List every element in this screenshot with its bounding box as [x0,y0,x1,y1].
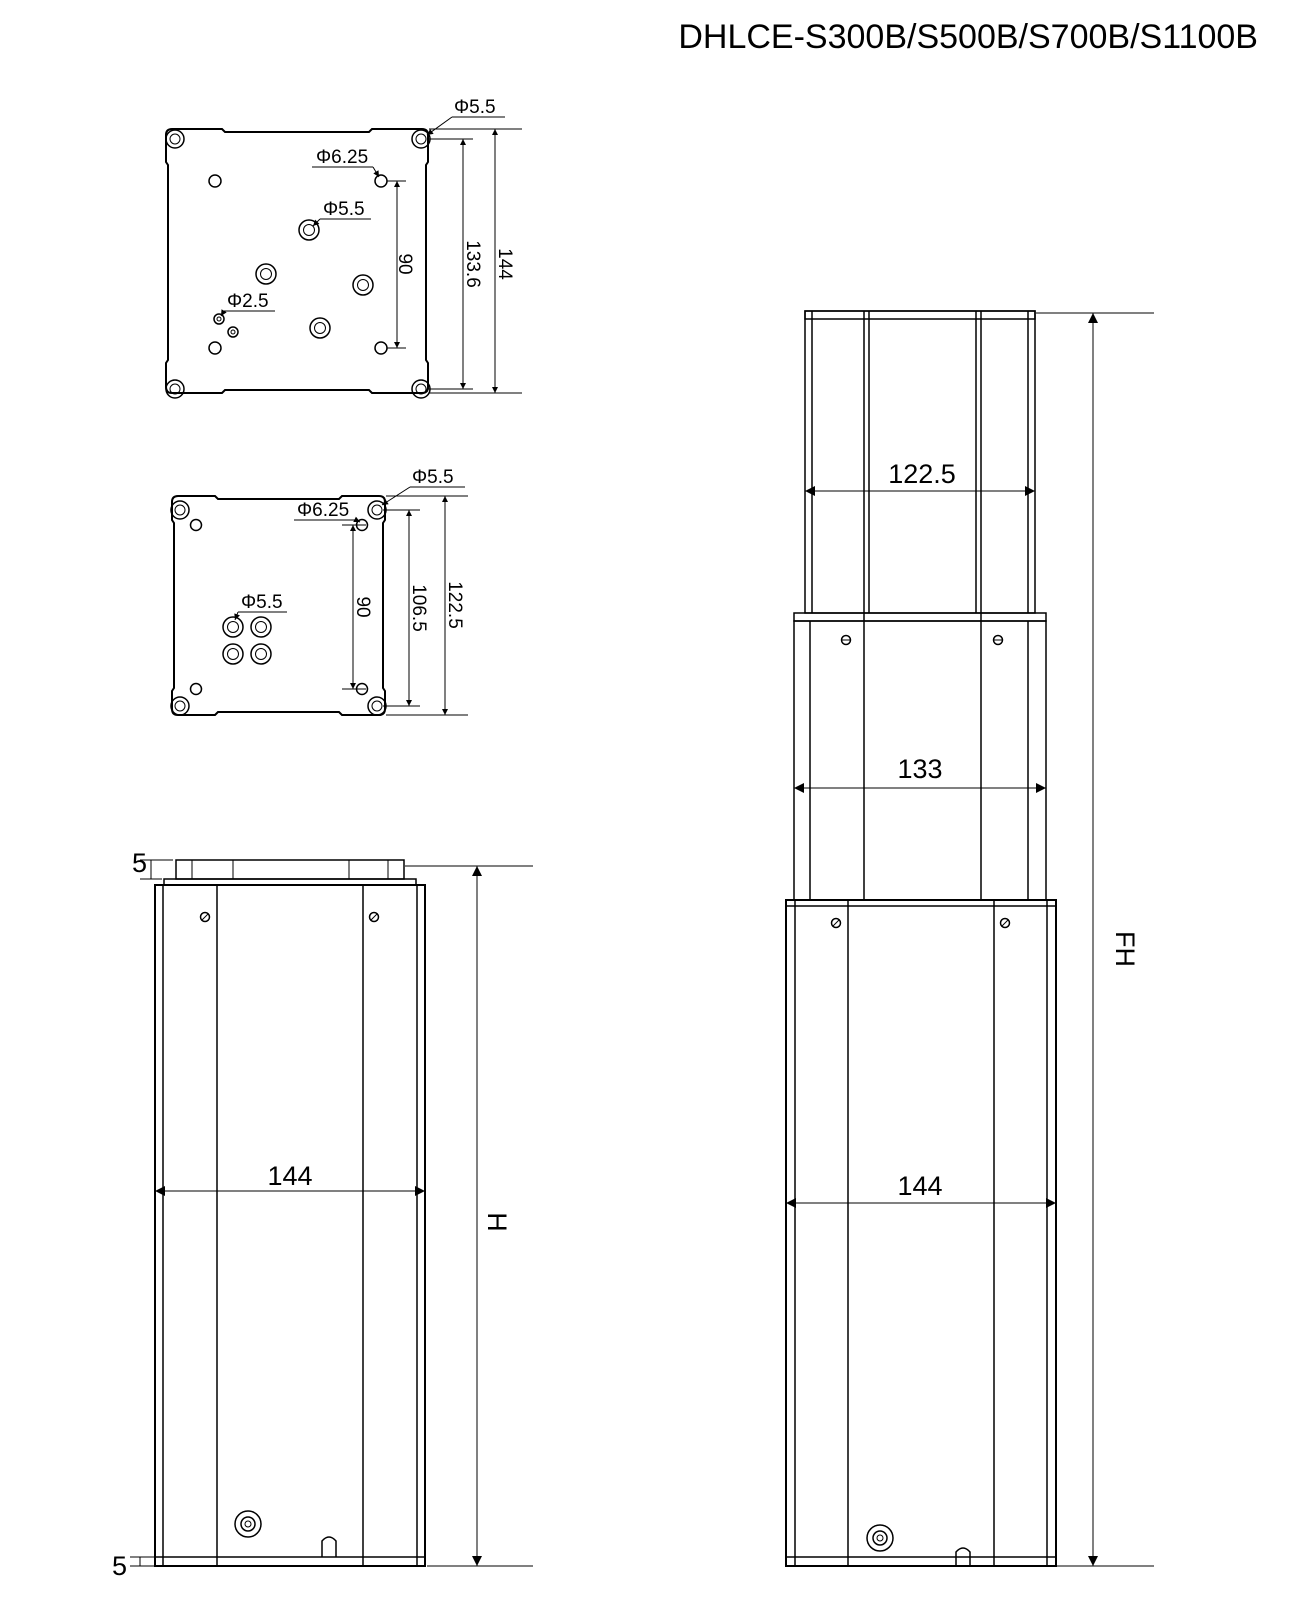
model-title: DHLCE-S300B/S500B/S700B/S1100B [678,18,1258,56]
dim-width-133: 133 [897,754,943,784]
cable-port [235,1511,261,1537]
screw [842,636,851,645]
dim-hole-spacing-90: 90 [394,253,415,275]
plain-hole [209,175,221,187]
counterbore-hole [256,264,276,284]
counterbore-hole [310,318,330,338]
dim-plate-144: 144 [494,248,515,280]
upper-hole-diameter-label: Φ6.25 [316,147,369,168]
screw [1001,919,1010,928]
corner-hole [166,130,184,148]
side-view-extended [786,311,1154,1566]
small-hole [214,314,224,324]
small-hole [228,327,238,337]
dim-bottom-offset-5: 5 [112,1551,128,1581]
corner-hole [171,501,189,519]
dim-mounting-106-5: 106.5 [408,584,429,632]
lower-hole [375,342,387,354]
screw [994,636,1003,645]
center-hole-diameter-label: Φ5.5 [241,592,283,613]
screw [201,913,210,922]
dim-width-122-5: 122.5 [888,459,956,489]
dim-hole-spacing-90: 90 [352,596,373,618]
screw [370,913,379,922]
counterbore-hole [223,617,243,637]
top-view-large [166,97,522,398]
plain-hole [209,342,221,354]
upper-hole-diameter-label: Φ6.25 [297,500,350,521]
corner-hole-diameter-label: Φ5.5 [412,467,454,488]
corner-hole-diameter-label: Φ5.5 [454,97,496,118]
dim-height-fh: FH [1110,931,1140,967]
dim-width-144: 144 [267,1161,313,1191]
counterbore-hole [353,275,373,295]
dim-mounting-133-6: 133.6 [462,240,483,288]
corner-hole [166,380,184,398]
dim-height-h: H [482,1212,512,1232]
plain-hole [191,520,202,531]
screw [832,919,841,928]
slot [322,1537,336,1557]
center-hole-diameter-label: Φ5.5 [323,199,365,220]
corner-hole [171,697,189,715]
side-view-retracted [112,848,533,1581]
dim-top-offset-5: 5 [132,848,148,878]
counterbore-hole [251,644,271,664]
dim-plate-122-5: 122.5 [444,581,465,629]
plain-hole [191,684,202,695]
upper-hole [375,175,387,187]
top-view-small [171,467,468,715]
counterbore-hole [251,617,271,637]
counterbore-hole [223,644,243,664]
dim-width-144: 144 [897,1171,943,1201]
small-hole-diameter-label: Φ2.5 [227,291,269,312]
cable-port [867,1525,893,1551]
